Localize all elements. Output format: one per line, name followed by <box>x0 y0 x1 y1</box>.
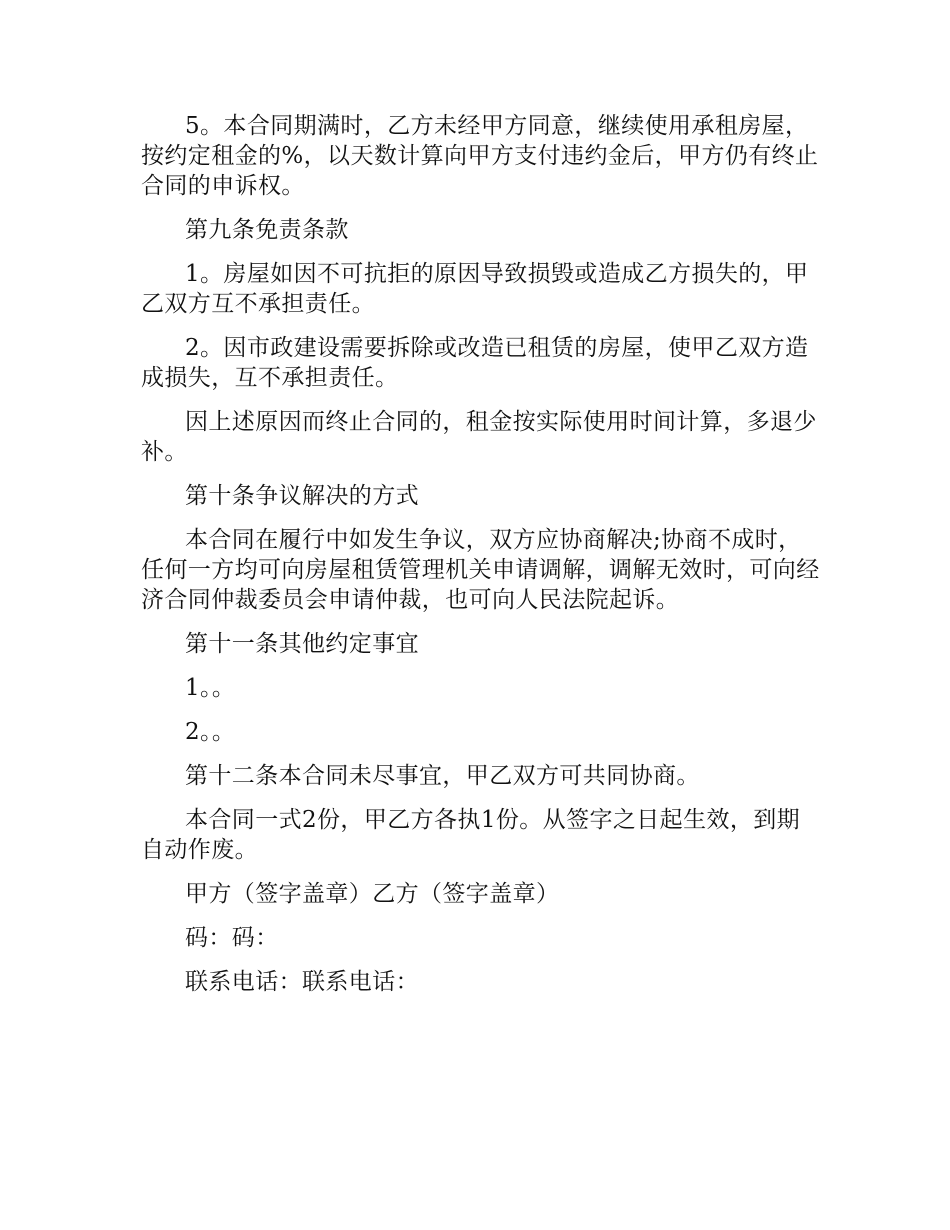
article-11-heading: 第十一条其他约定事宜 <box>185 631 419 657</box>
article-9-heading: 第九条免责条款 <box>185 217 349 243</box>
rent-settlement-paragraph: 因上述原因而终止合同的，租金按实际使用时间计算，多退少补。 <box>141 409 817 465</box>
article-10-heading: 第十条争议解决的方式 <box>185 483 419 509</box>
code-line: 码：码： <box>185 925 279 951</box>
article-12-heading: 第十二条本合同未尽事宜，甲乙双方可共同协商。 <box>185 763 700 789</box>
municipal-demolition-paragraph: 2。因市政建设需要拆除或改造已租赁的房屋，使甲乙双方造成损失，互不承担责任。 <box>141 335 809 391</box>
copies-effective-paragraph: 本合同一式2份，甲乙方各执1份。从签字之日起生效，到期自动作废。 <box>141 807 801 863</box>
phone-line: 联系电话：联系电话： <box>185 969 419 995</box>
dispute-resolution-paragraph: 本合同在履行中如发生争议，双方应协商解决;协商不成时，任何一方均可向房屋租赁管理机关申请调解，调解无效时，可向经济合同仲裁委员会申请仲裁，也可向人民法院起诉。 <box>141 527 820 613</box>
force-majeure-paragraph: 1。房屋如因不可抗拒的原因导致损毁或造成乙方损失的，甲乙双方互不承担责任。 <box>141 261 809 317</box>
signature-line: 甲方（签字盖章）乙方（签字盖章） <box>185 881 560 907</box>
other-item-2: 2。。 <box>185 719 236 745</box>
clause-breach-paragraph: 5。本合同期满时，乙方未经甲方同意，继续使用承租房屋，按约定租金的%，以天数计算向甲方支付违约金后，甲方仍有终止合同的申诉权。 <box>141 113 819 199</box>
document-body <box>141 111 821 1011</box>
other-item-1: 1。。 <box>185 675 236 701</box>
